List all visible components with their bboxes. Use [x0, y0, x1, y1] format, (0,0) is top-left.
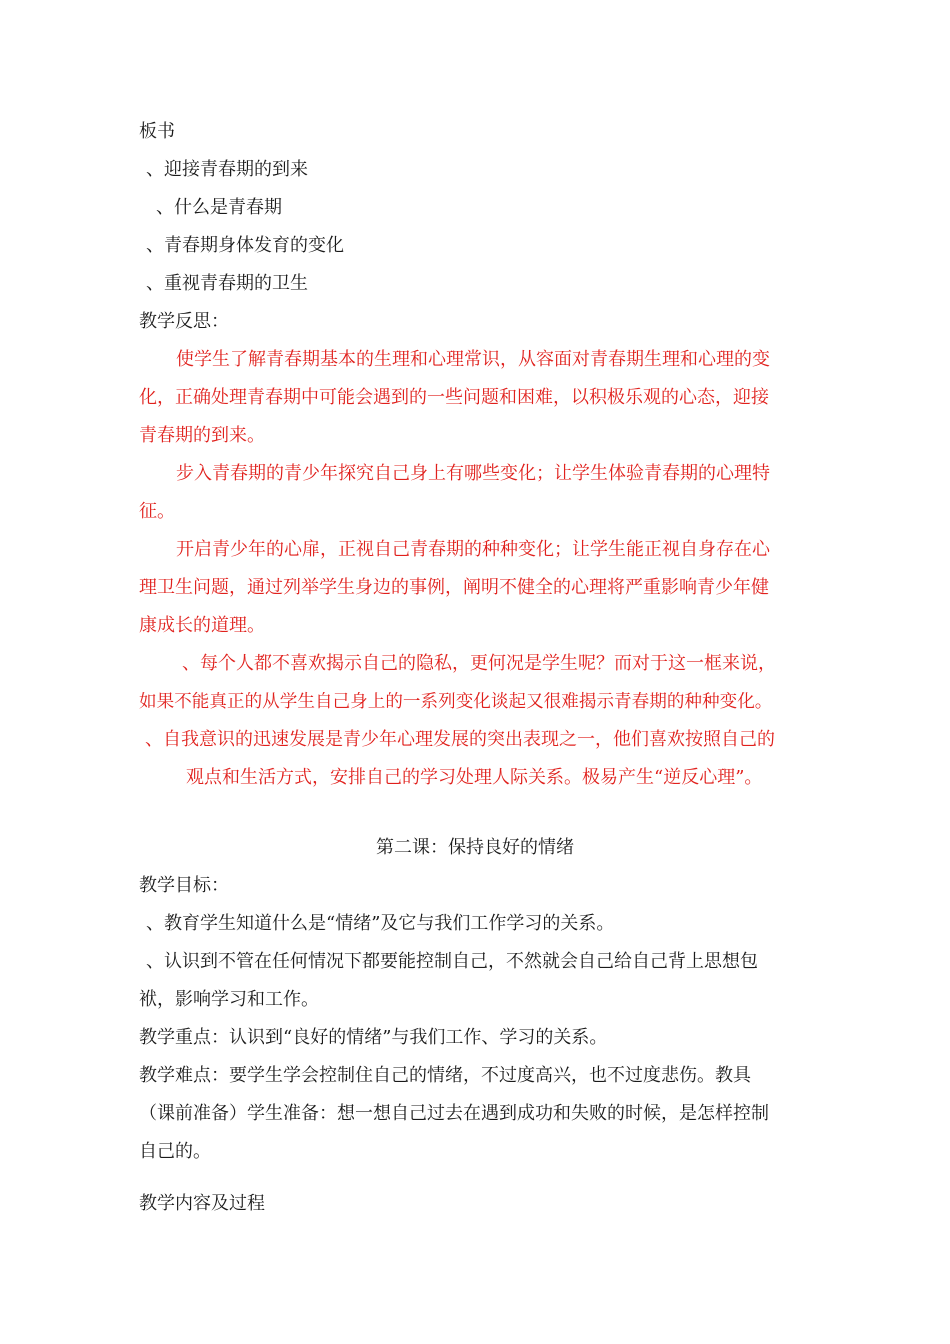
- reflection-line: 、自我意识的迅速发展是青少年心理发展的突出表现之一，他们喜欢按照自己的: [145, 729, 775, 750]
- reflection-line: 理卫生问题，通过列举学生身边的事例，阐明不健全的心理将严重影响青少年健: [139, 577, 769, 598]
- reflection-line: 如果不能真正的从学生自己身上的一系列变化谈起又很难揭示青春期的种种变化。: [139, 692, 773, 712]
- lesson-title: 第二课：保持良好的情绪: [376, 837, 574, 858]
- difficulty-line: 自己的。: [139, 1141, 211, 1162]
- reflection-line: 康成长的道理。: [139, 615, 265, 636]
- reflection-line: 化，正确处理青春期中可能会遇到的一些问题和困难，以积极乐观的心态，迎接: [139, 387, 769, 408]
- board-item: 、重视青春期的卫生: [146, 273, 308, 294]
- difficulty-line: （课前准备）学生准备：想一想自己过去在遇到成功和失败的时候，是怎样控制: [139, 1103, 769, 1124]
- board-item: 、迎接青春期的到来: [146, 159, 308, 180]
- reflection-line: 使学生了解青春期基本的生理和心理常识，从容面对青春期生理和心理的变: [176, 349, 770, 370]
- goal-item: 袱，影响学习和工作。: [139, 989, 319, 1010]
- difficulty-line: 教学难点：要学生学会控制住自己的情绪，不过度高兴，也不过度悲伤。教具: [139, 1065, 751, 1086]
- goal-item: 、认识到不管在任何情况下都要能控制自己，不然就会自己给自己背上思想包: [146, 951, 758, 972]
- board-heading: 板书: [139, 121, 175, 142]
- reflection-line: 开启青少年的心扉，正视自己青春期的种种变化；让学生能正视自身存在心: [176, 539, 770, 560]
- goals-heading: 教学目标：: [139, 875, 229, 896]
- reflection-line: 青春期的到来。: [139, 425, 265, 446]
- board-item: 、什么是青春期: [156, 197, 282, 218]
- reflection-line: 征。: [139, 501, 175, 522]
- key-point: 教学重点：认识到“良好的情绪”与我们工作、学习的关系。: [139, 1027, 608, 1048]
- process-heading: 教学内容及过程: [139, 1193, 265, 1214]
- board-item: 、青春期身体发育的变化: [146, 235, 344, 256]
- reflection-line: 步入青春期的青少年探究自己身上有哪些变化；让学生体验青春期的心理特: [176, 463, 770, 484]
- reflection-line: 、每个人都不喜欢揭示自己的隐私，更何况是学生呢？而对于这一框来说，: [182, 653, 776, 674]
- reflection-line: 观点和生活方式，安排自己的学习处理人际关系。极易产生“逆反心理”。: [186, 767, 763, 788]
- reflection-heading: 教学反思：: [139, 311, 229, 332]
- goal-item: 、教育学生知道什么是“情绪”及它与我们工作学习的关系。: [146, 913, 615, 934]
